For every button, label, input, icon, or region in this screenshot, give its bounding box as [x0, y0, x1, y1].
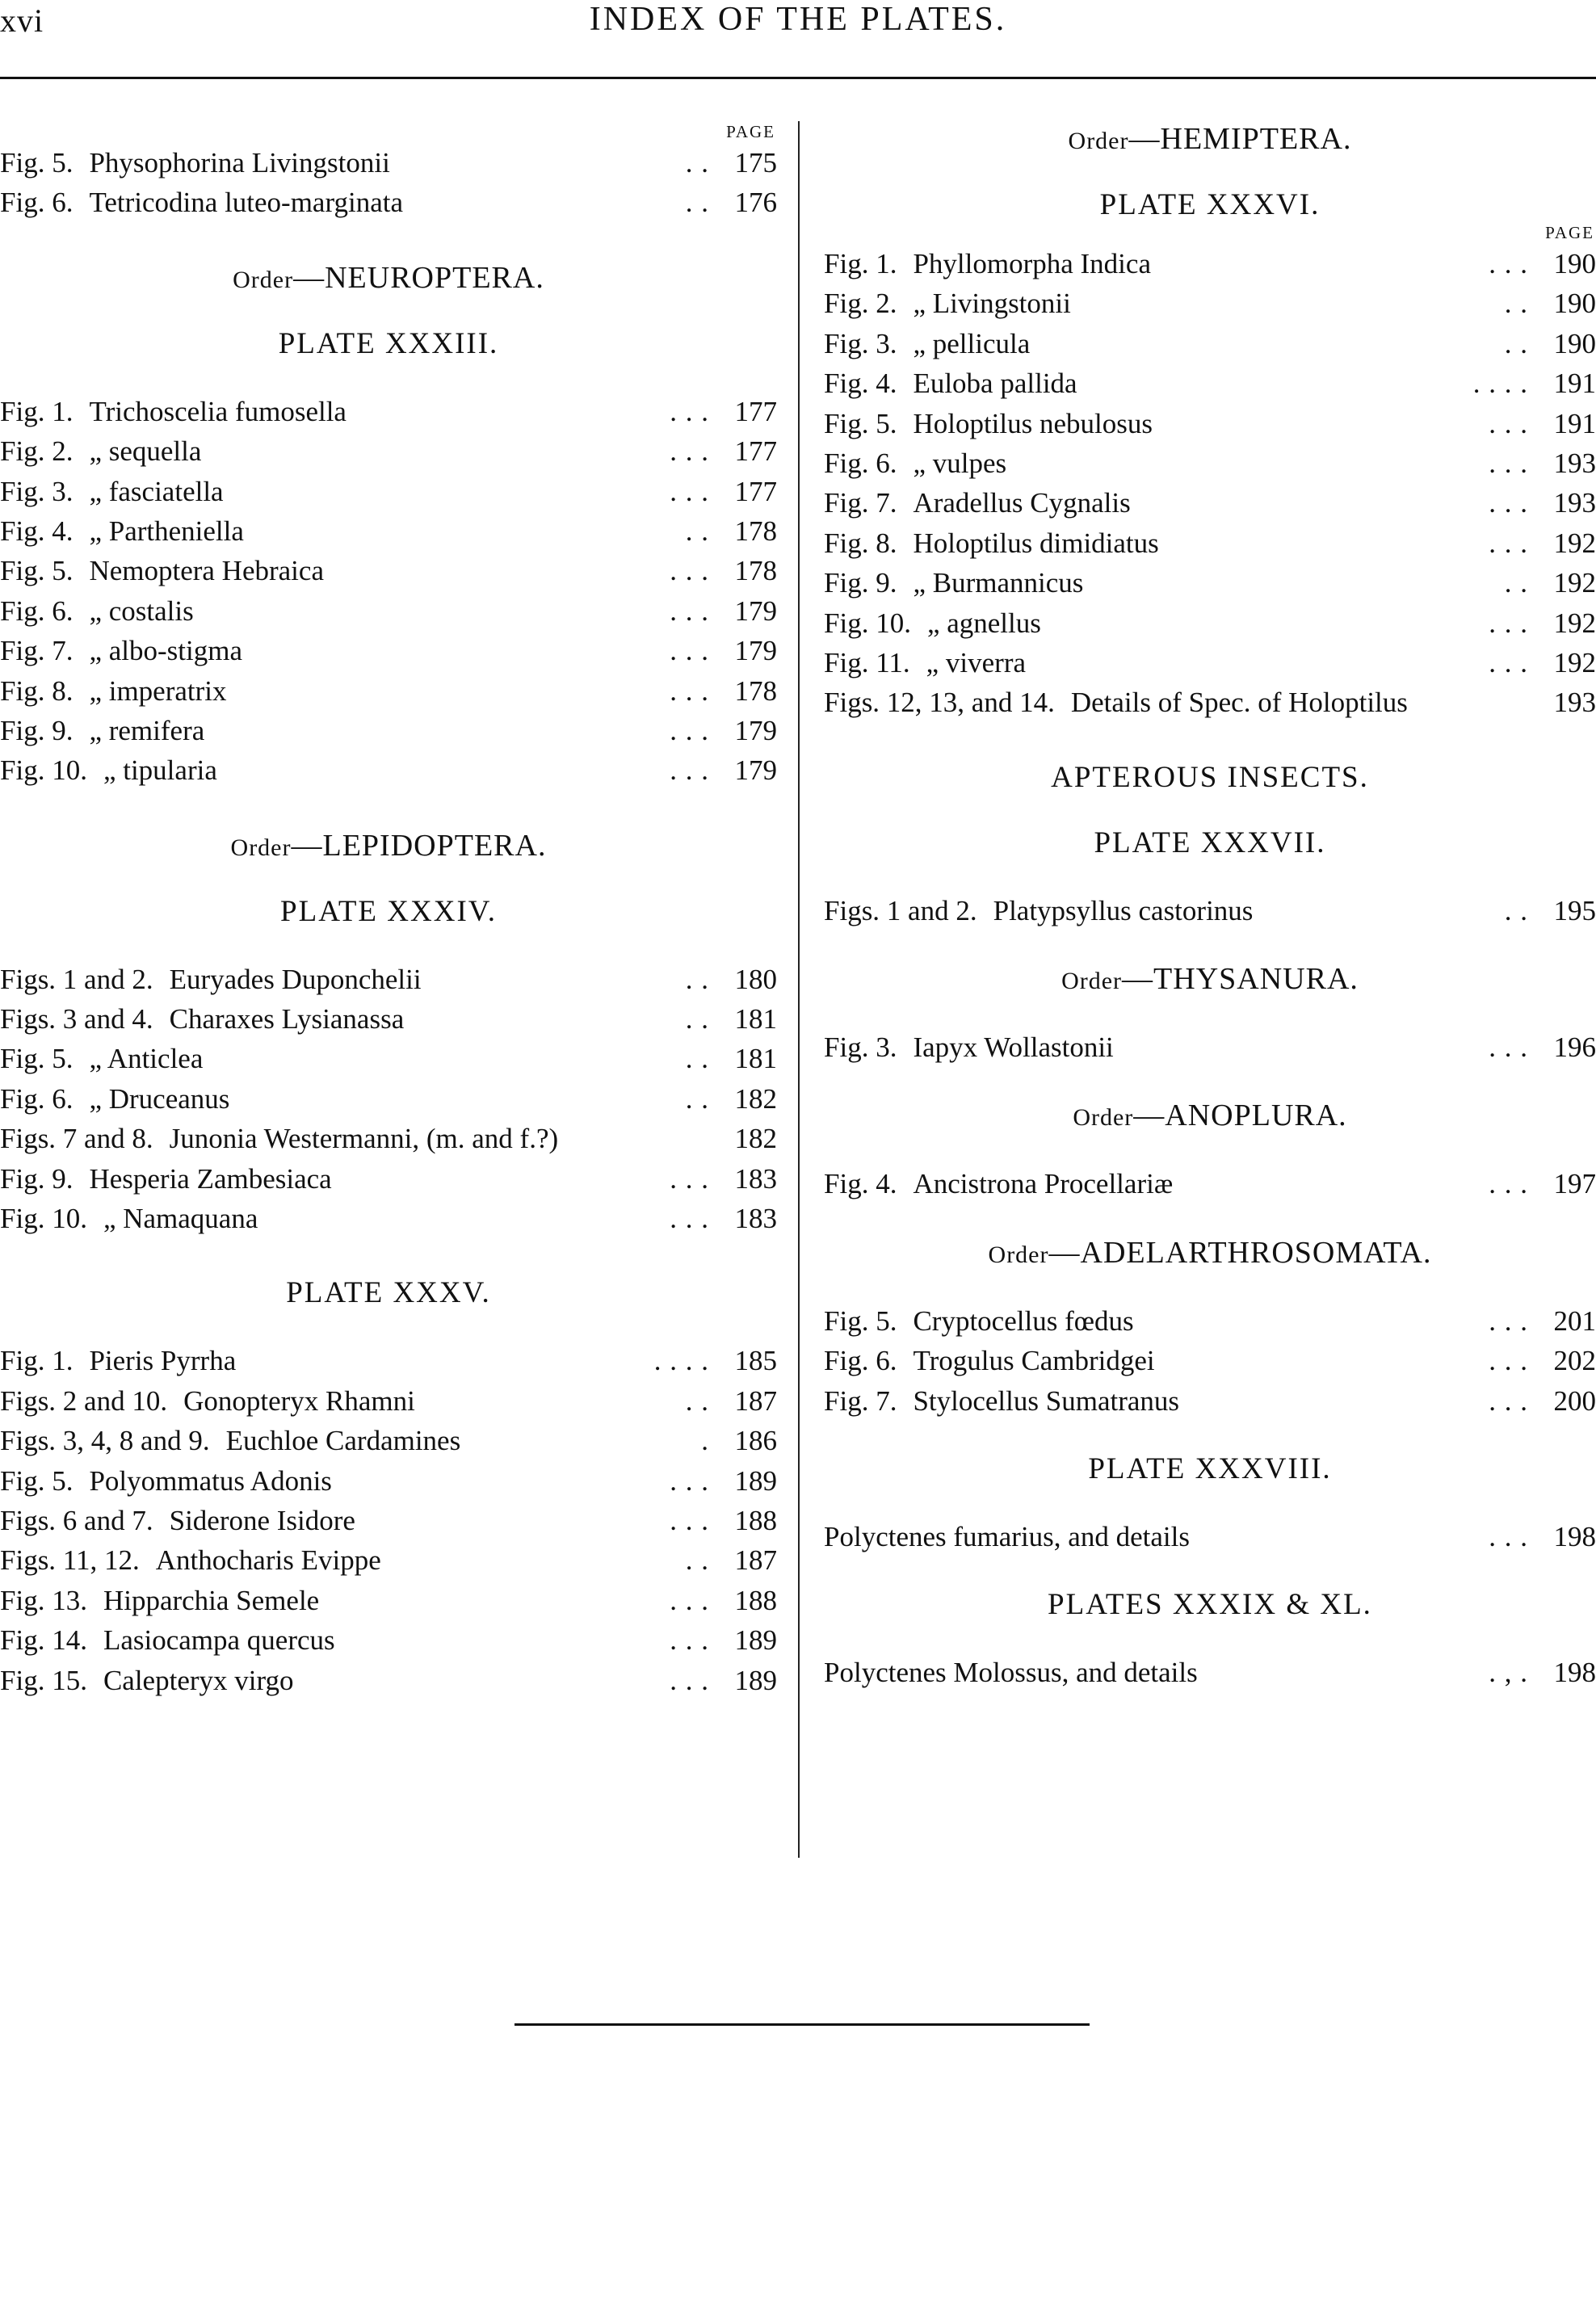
page-number: 177: [734, 395, 777, 427]
figure-number: Fig. 1.: [0, 1345, 74, 1377]
index-entry: [0, 960, 777, 999]
page-number: 195: [1553, 894, 1596, 926]
page-number: 175: [734, 147, 777, 179]
page-number: 188: [734, 1584, 777, 1616]
entry-title: „ viverra: [926, 646, 1027, 678]
index-entry: [0, 183, 777, 222]
index-entry: [0, 1159, 777, 1199]
index-entry: [0, 1421, 777, 1460]
index-entry: [0, 1199, 777, 1238]
entry-title: „ fasciatella: [89, 475, 224, 507]
leader-dots: . .: [685, 963, 709, 995]
page-number: 186: [734, 1425, 777, 1457]
leader-dots: . . .: [1489, 248, 1528, 279]
figure-number: Fig. 6.: [824, 447, 897, 479]
index-entry: [824, 1341, 1596, 1380]
index-entry: [0, 750, 777, 790]
page-number: 190: [1553, 327, 1596, 359]
entry-title: Euryades Duponchelii: [169, 963, 422, 995]
entry-title: „ Druceanus: [89, 1082, 230, 1115]
entry-title: Hipparchia Semele: [103, 1584, 320, 1616]
leader-dots: . . . .: [1472, 368, 1528, 400]
page-number: 196: [1553, 1031, 1596, 1064]
page-number: 197: [1553, 1168, 1596, 1200]
entry-list: [824, 1027, 1596, 1067]
page-number: 192: [1553, 607, 1596, 639]
figure-number: Figs. 3, 4, 8 and 9.: [0, 1425, 210, 1457]
leader-dots: . . .: [1489, 1168, 1528, 1200]
index-entry: [824, 603, 1596, 643]
leader-dots: . . .: [670, 395, 709, 427]
order-heading-neuroptera: Order—NEUROPTERA.: [233, 260, 544, 295]
leader-dots: . , .: [1489, 1657, 1528, 1689]
entry-title: Aradellus Cygnalis: [913, 487, 1131, 519]
figure-number: Fig. 4.: [824, 1168, 897, 1200]
page-number: 192: [1553, 567, 1596, 599]
entry-title: „ vulpes: [913, 447, 1007, 479]
entry-title: „ Namaquana: [103, 1203, 258, 1235]
page-column-label: PAGE: [726, 122, 775, 141]
leader-dots: . . .: [1489, 1304, 1528, 1337]
figure-number: Fig. 9.: [0, 714, 74, 746]
index-entry: [0, 431, 777, 471]
leader-dots: . . .: [1489, 447, 1528, 479]
entry-title: Siderone Isidore: [169, 1504, 355, 1536]
page-number: 190: [1553, 288, 1596, 320]
page-folio: xvi: [0, 2, 44, 39]
index-entry: [824, 643, 1596, 683]
index-entry: [0, 671, 777, 711]
index-entry: [824, 404, 1596, 443]
leader-dots: . . .: [1489, 1384, 1528, 1417]
entry-title: Gonopteryx Rhamni: [183, 1384, 415, 1417]
figure-number: Fig. 8.: [824, 527, 897, 559]
figure-number: Fig. 5.: [824, 1304, 897, 1337]
column-divider: [798, 121, 800, 1858]
page-number: 198: [1553, 1657, 1596, 1689]
entry-list: [824, 244, 1596, 723]
entry-title: Anthocharis Evippe: [155, 1544, 381, 1577]
page-number: 178: [734, 674, 777, 707]
leader-dots: . .: [685, 1043, 709, 1075]
entry-title: Holoptilus nebulosus: [913, 407, 1153, 439]
index-entry: [0, 711, 777, 750]
figure-number: Figs. 1 and 2.: [824, 894, 977, 926]
entry-title: Trichoscelia fumosella: [89, 395, 346, 427]
entry-title: Junonia Westermanni, (m. and f.?): [169, 1123, 559, 1155]
entry-list: [0, 143, 777, 223]
index-entry: [824, 1517, 1596, 1556]
figure-number: Fig. 14.: [0, 1624, 87, 1657]
entry-title: Tetricodina luteo-marginata: [89, 187, 404, 219]
right-column: [824, 121, 1596, 1862]
index-entry: [0, 1581, 777, 1620]
page-number: 191: [1553, 368, 1596, 400]
page-number: 192: [1553, 646, 1596, 678]
entry-title: Holoptilus dimidiatus: [913, 527, 1159, 559]
page-number: 189: [734, 1464, 777, 1497]
page-number: 179: [734, 754, 777, 787]
order-heading-anoplura: Order—ANOPLURA.: [1073, 1098, 1347, 1133]
figure-number: Figs. 1 and 2.: [0, 963, 153, 995]
page-number: 183: [734, 1203, 777, 1235]
entry-title: Details of Spec. of Holoptilus: [1070, 687, 1408, 719]
entry-title: Platypsyllus castorinus: [993, 894, 1254, 926]
entry-title: Iapyx Wollastonii: [913, 1031, 1114, 1064]
index-entry: [824, 891, 1596, 930]
plate-heading-xxxv: PLATE XXXV.: [286, 1276, 491, 1310]
index-entry: [0, 1461, 777, 1501]
leader-dots: . .: [1504, 567, 1528, 599]
figure-number: Fig. 3.: [824, 327, 897, 359]
index-entry: [824, 363, 1596, 403]
entry-title: „ Livingstonii: [913, 288, 1071, 320]
leader-dots: . . .: [670, 1162, 709, 1195]
figure-number: Fig. 1.: [0, 395, 74, 427]
leader-dots: . . .: [670, 594, 709, 627]
entry-list: [0, 392, 777, 791]
section-heading-apterous: APTEROUS INSECTS.: [1051, 760, 1369, 794]
figure-number: Fig. 3.: [0, 475, 74, 507]
index-entry: [824, 1027, 1596, 1067]
index-entry: [0, 1661, 777, 1700]
figure-number: Fig. 11.: [824, 646, 910, 678]
figure-number: Fig. 7.: [0, 635, 74, 667]
index-entry: [0, 1381, 777, 1421]
index-entry: [0, 1540, 777, 1580]
entry-title: Ancistrona Procellariæ: [913, 1168, 1174, 1200]
leader-dots: . . .: [670, 1504, 709, 1536]
entry-title: Physophorina Livingstonii: [89, 147, 390, 179]
entry-list: [824, 1653, 1596, 1692]
figure-number: Fig. 15.: [0, 1664, 87, 1696]
figure-number: Fig. 9.: [824, 567, 897, 599]
leader-dots: . . .: [670, 714, 709, 746]
page-number: 200: [1553, 1384, 1596, 1417]
order-heading-hemiptera: Order—HEMIPTERA.: [1068, 122, 1352, 156]
leader-dots: .: [701, 1425, 709, 1457]
leader-dots: . . .: [1489, 487, 1528, 519]
page-number: 179: [734, 714, 777, 746]
page-number: 198: [1553, 1521, 1596, 1553]
figure-number: Fig. 2.: [0, 435, 74, 468]
page-number: 182: [734, 1082, 777, 1115]
figure-number: Figs. 12, 13, and 14.: [824, 687, 1055, 719]
plate-heading-xxxiv: PLATE XXXIV.: [280, 894, 497, 928]
order-heading-adelarthrosomata: Order—ADELARTHROSOMATA.: [988, 1235, 1432, 1270]
entry-title: „ agnellus: [926, 607, 1041, 639]
index-entry: [824, 563, 1596, 603]
entry-list: [824, 891, 1596, 930]
index-entry: [0, 631, 777, 670]
index-entry: [0, 511, 777, 551]
order-heading-lepidoptera: Order—LEPIDOPTERA.: [230, 828, 547, 863]
leader-dots: . . . .: [653, 1345, 709, 1377]
entry-title: Charaxes Lysianassa: [169, 1003, 405, 1035]
index-entry: [824, 683, 1596, 722]
index-entry: [0, 591, 777, 631]
figure-number: Fig. 4.: [0, 515, 74, 547]
page-number: 193: [1553, 487, 1596, 519]
page-number: 176: [734, 187, 777, 219]
leader-dots: . . .: [670, 1464, 709, 1497]
leader-dots: . . .: [670, 635, 709, 667]
index-entry: [0, 1079, 777, 1119]
leader-dots: . .: [685, 1082, 709, 1115]
entry-title: „ Anticlea: [89, 1043, 204, 1075]
index-entry: [824, 523, 1596, 563]
page-number: 191: [1553, 407, 1596, 439]
leader-dots: . . .: [1489, 646, 1528, 678]
leader-dots: . . .: [670, 1584, 709, 1616]
plate-heading-xxxvi: PLATE XXXVI.: [1099, 188, 1321, 221]
page-number: 181: [734, 1003, 777, 1035]
figure-number: Fig. 5.: [0, 555, 74, 587]
index-entry: [0, 392, 777, 431]
entry-title: Polyctenes fumarius, and details: [824, 1521, 1190, 1553]
leader-dots: . . .: [670, 475, 709, 507]
figure-number: Fig. 7.: [824, 1384, 897, 1417]
figure-number: Fig. 6.: [0, 1082, 74, 1115]
index-entry: [0, 1501, 777, 1540]
entry-title: „ Partheniella: [89, 515, 244, 547]
figure-number: Fig. 6.: [824, 1345, 897, 1377]
leader-dots: . . .: [670, 754, 709, 787]
figure-number: Fig. 5.: [824, 407, 897, 439]
plate-heading-xxxiii: PLATE XXXIII.: [278, 326, 499, 360]
leader-dots: . .: [1504, 327, 1528, 359]
index-entry: [0, 1039, 777, 1078]
figure-number: Fig. 7.: [824, 487, 897, 519]
figure-number: Fig. 5.: [0, 147, 74, 179]
page-number: 179: [734, 635, 777, 667]
figure-number: Fig. 6.: [0, 187, 74, 219]
entry-title: Lasiocampa quercus: [103, 1624, 335, 1657]
figure-number: Figs. 6 and 7.: [0, 1504, 153, 1536]
index-entry: [0, 1119, 777, 1158]
page-title: INDEX OF THE PLATES.: [589, 1, 1007, 38]
entry-title: Polyctenes Molossus, and details: [824, 1657, 1198, 1689]
header-rule: [0, 77, 1596, 79]
entry-title: „ sequella: [89, 435, 202, 468]
leader-dots: . . .: [1489, 1345, 1528, 1377]
leader-dots: . . .: [670, 1664, 709, 1696]
leader-dots: . . .: [1489, 1521, 1528, 1553]
page-number: 182: [734, 1123, 777, 1155]
figure-number: Fig. 1.: [824, 248, 897, 279]
page-number: 189: [734, 1624, 777, 1657]
entry-title: Nemoptera Hebraica: [89, 555, 324, 587]
entry-title: Stylocellus Sumatranus: [913, 1384, 1180, 1417]
page-number: 187: [734, 1544, 777, 1577]
leader-dots: . . .: [670, 1203, 709, 1235]
index-entry: [824, 483, 1596, 523]
leader-dots: . . .: [1489, 407, 1528, 439]
figure-number: Fig. 9.: [0, 1162, 74, 1195]
entry-list: [0, 960, 777, 1239]
page-number: 192: [1553, 527, 1596, 559]
index-entry: [824, 443, 1596, 483]
page-number: 183: [734, 1162, 777, 1195]
left-column: [0, 121, 777, 1862]
plate-heading-xxxvii: PLATE XXXVII.: [1094, 825, 1326, 859]
index-entry: [0, 1620, 777, 1660]
figure-number: Figs. 2 and 10.: [0, 1384, 168, 1417]
entry-title: Phyllomorpha Indica: [913, 248, 1151, 279]
entry-title: Trogulus Cambridgei: [913, 1345, 1155, 1377]
page-number: 178: [734, 555, 777, 587]
plate-heading-xxxix-xl: PLATES XXXIX & XL.: [1048, 1588, 1372, 1622]
page-number: 201: [1553, 1304, 1596, 1337]
figure-number: Fig. 6.: [0, 594, 74, 627]
index-entry: [0, 1341, 777, 1380]
entry-title: „ Burmannicus: [913, 567, 1084, 599]
page-number: 179: [734, 594, 777, 627]
figure-number: Fig. 8.: [0, 674, 74, 707]
entry-title: Euchloe Cardamines: [225, 1425, 461, 1457]
order-heading-thysanura: Order—THYSANURA.: [1061, 962, 1359, 997]
entry-title: Euloba pallida: [913, 368, 1077, 400]
index-entry: [0, 999, 777, 1039]
index-entry: [824, 284, 1596, 323]
entry-title: Pieris Pyrrha: [89, 1345, 237, 1377]
figure-number: Fig. 5.: [0, 1043, 74, 1075]
page-number: 177: [734, 475, 777, 507]
plate-heading-xxxviii: PLATE XXXVIII.: [1088, 1452, 1332, 1486]
page-number: 202: [1553, 1345, 1596, 1377]
entry-title: Polyommatus Adonis: [89, 1464, 332, 1497]
figure-number: Figs. 11, 12.: [0, 1544, 140, 1577]
figure-number: Fig. 5.: [0, 1464, 74, 1497]
page-column-label: PAGE: [1545, 223, 1594, 242]
index-entry: [824, 244, 1596, 284]
index-entry: [824, 1653, 1596, 1692]
leader-dots: . .: [1504, 894, 1528, 926]
leader-dots: . . .: [670, 674, 709, 707]
entry-title: „ imperatrix: [89, 674, 227, 707]
figure-number: Fig. 3.: [824, 1031, 897, 1064]
leader-dots: . . .: [670, 555, 709, 587]
index-entry: [0, 551, 777, 590]
page-number: 185: [734, 1345, 777, 1377]
figure-number: Fig. 4.: [824, 368, 897, 400]
figure-number: Figs. 3 and 4.: [0, 1003, 153, 1035]
page-number: 188: [734, 1504, 777, 1536]
page-number: 177: [734, 435, 777, 468]
page-number: 193: [1553, 447, 1596, 479]
leader-dots: . . .: [1489, 607, 1528, 639]
entry-list: [824, 1517, 1596, 1556]
entry-list: [0, 1341, 777, 1700]
index-entry: [824, 1164, 1596, 1204]
entry-title: „ pellicula: [913, 327, 1031, 359]
leader-dots: . .: [1504, 288, 1528, 320]
figure-number: Fig. 13.: [0, 1584, 87, 1616]
index-entry: [824, 324, 1596, 363]
figure-number: Fig. 2.: [824, 288, 897, 320]
leader-dots: . .: [685, 1003, 709, 1035]
page-number: 187: [734, 1384, 777, 1417]
page-number: 190: [1553, 248, 1596, 279]
leader-dots: . .: [685, 1384, 709, 1417]
index-entry: [824, 1301, 1596, 1341]
page-number: 178: [734, 515, 777, 547]
leader-dots: . . .: [670, 435, 709, 468]
leader-dots: . .: [685, 1544, 709, 1577]
entry-title: „ remifera: [89, 714, 205, 746]
figure-number: Fig. 10.: [824, 607, 911, 639]
entry-list: [824, 1301, 1596, 1421]
leader-dots: . .: [685, 187, 709, 219]
entry-title: „ albo-stigma: [89, 635, 242, 667]
leader-dots: . .: [685, 147, 709, 179]
leader-dots: . .: [685, 515, 709, 547]
running-head: [0, 0, 1596, 48]
leader-dots: . . .: [1489, 1031, 1528, 1064]
entry-list: [824, 1164, 1596, 1204]
page-number: 193: [1553, 687, 1596, 719]
page-number: 189: [734, 1664, 777, 1696]
page-number: 181: [734, 1043, 777, 1075]
page-number: 180: [734, 963, 777, 995]
figure-number: Fig. 10.: [0, 1203, 87, 1235]
figure-number: Figs. 7 and 8.: [0, 1123, 153, 1155]
closing-rule: [514, 2023, 1090, 2026]
leader-dots: . . .: [670, 1624, 709, 1657]
entry-title: Calepteryx virgo: [103, 1664, 294, 1696]
entry-title: „ tipularia: [103, 754, 217, 787]
index-entry: [824, 1381, 1596, 1421]
figure-number: Fig. 10.: [0, 754, 87, 787]
entry-title: Hesperia Zambesiaca: [89, 1162, 332, 1195]
entry-title: Cryptocellus fœdus: [913, 1304, 1134, 1337]
index-entry: [0, 472, 777, 511]
entry-title: „ costalis: [89, 594, 194, 627]
leader-dots: . . .: [1489, 527, 1528, 559]
index-entry: [0, 143, 777, 183]
